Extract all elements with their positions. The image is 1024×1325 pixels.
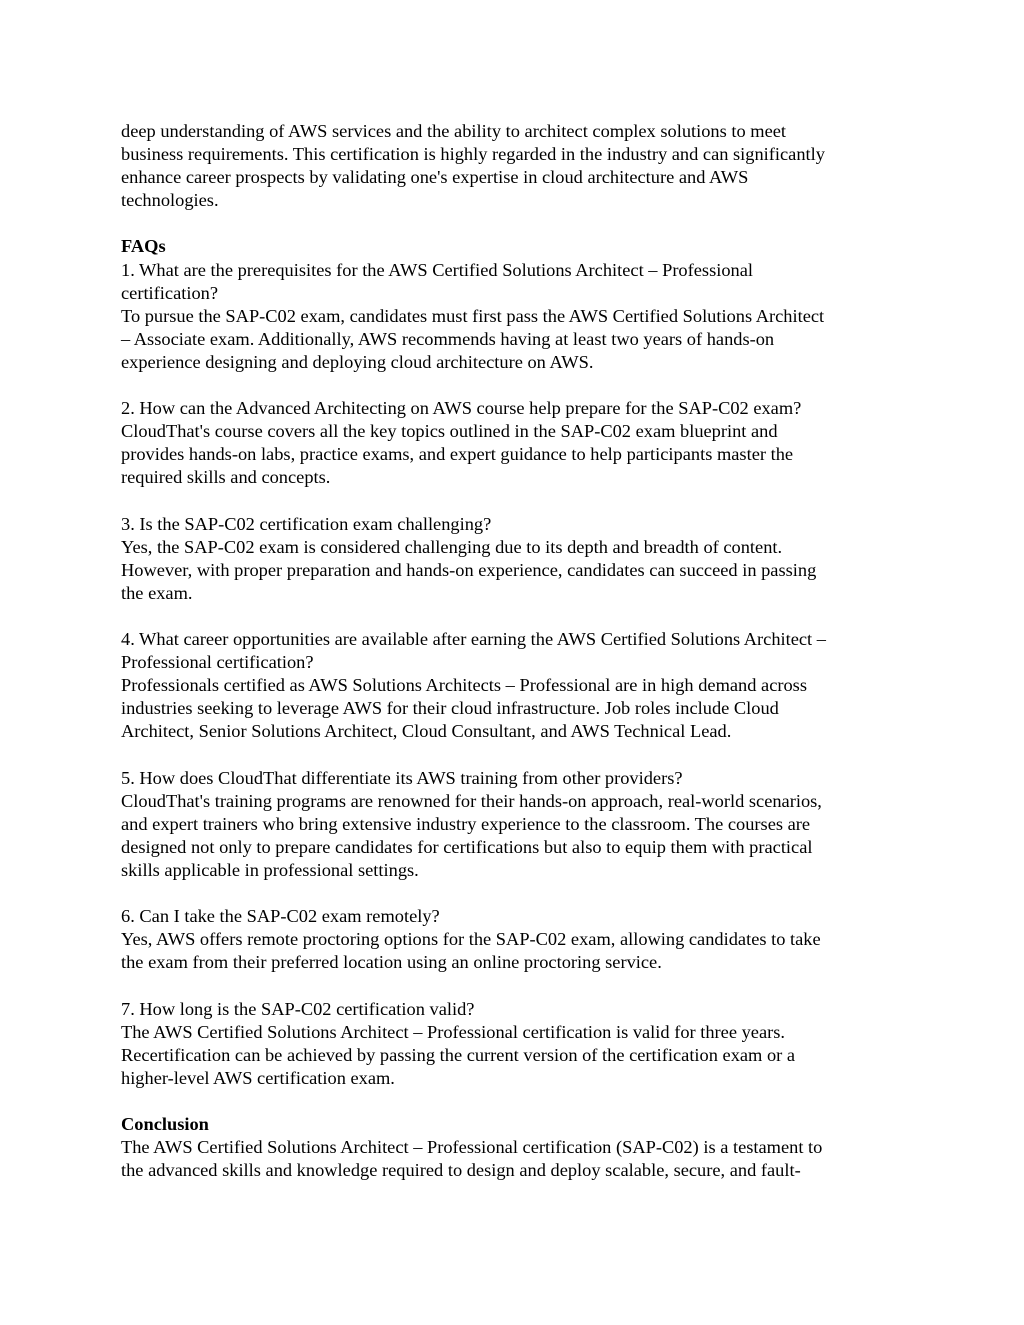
faq-answer: – Associate exam. Additionally, AWS recommends having at least two years of hands-on	[121, 328, 775, 349]
faq-question: 4. What career opportunities are available after earning the AWS Certified Solutions Architect –	[121, 629, 826, 650]
faq-question: 2. How can the Advanced Architecting on AWS course help prepare for the SAP-C02 exam?	[121, 398, 802, 419]
conclusion-line: The AWS Certified Solutions Architect – Professional certification (SAP-C02) is a testament to	[121, 1137, 823, 1158]
faq-answer: However, with proper preparation and hands-on experience, candidates can succeed in passing	[121, 559, 817, 580]
intro-line: deep understanding of AWS services and the ability to architect complex solutions to meet	[121, 121, 787, 141]
faq-answer: Architect, Senior Solutions Architect, Cloud Consultant, and AWS Technical Lead.	[121, 721, 732, 742]
faq-answer: and expert trainers who bring extensive industry experience to the classroom. The courses are	[121, 813, 811, 834]
faq-answer: the exam from their preferred location using an online proctoring service.	[121, 952, 662, 973]
paragraph-gap	[121, 1090, 911, 1113]
faq-question: certification?	[121, 282, 218, 303]
faq-answer: experience designing and deploying cloud architecture on AWS.	[121, 351, 594, 372]
faq-question: 6. Can I take the SAP-C02 exam remotely?	[121, 906, 440, 927]
faqs-heading: FAQs	[121, 236, 166, 257]
faq-answer: industries seeking to leverage AWS for their cloud infrastructure. Job roles include Cloud	[121, 698, 779, 719]
conclusion-section	[121, 1113, 911, 1182]
faq-answer: The AWS Certified Solutions Architect – Professional certification is valid for three years.	[121, 1021, 785, 1042]
faq-answer: Recertification can be achieved by passing the current version of the certification exam or a	[121, 1044, 796, 1065]
faq-answer: CloudThat's course covers all the key topics outlined in the SAP-C02 exam blueprint and	[121, 421, 778, 442]
paragraph-gap	[121, 882, 911, 905]
faq-answer: higher-level AWS certification exam.	[121, 1067, 395, 1088]
faq-item	[121, 998, 911, 1090]
faq-item	[121, 767, 911, 882]
faq-item	[121, 397, 911, 489]
faq-question: 7. How long is the SAP-C02 certification valid?	[121, 998, 475, 1019]
faq-item	[121, 259, 911, 374]
faq-answer: provides hands-on labs, practice exams, and expert guidance to help participants master the	[121, 444, 794, 465]
intro-line: technologies.	[121, 190, 219, 211]
paragraph-gap	[121, 605, 911, 628]
faq-answer: Yes, AWS offers remote proctoring options for the SAP-C02 exam, allowing candidates to take	[121, 929, 821, 950]
faq-answer: skills applicable in professional settings.	[121, 860, 419, 880]
paragraph-gap	[121, 212, 911, 235]
faq-item	[121, 513, 911, 605]
paragraph-gap	[121, 490, 911, 513]
faq-answer: designed not only to prepare candidates for certifications but also to equip them with practical	[121, 836, 813, 857]
conclusion-line: the advanced skills and knowledge required to design and deploy scalable, secure, and fault-	[121, 1160, 801, 1181]
document-page	[121, 120, 911, 1182]
paragraph-gap	[121, 974, 911, 997]
intro-paragraph	[121, 120, 911, 212]
faq-question: 3. Is the SAP-C02 certification exam challenging?	[121, 513, 492, 534]
faq-answer: Professionals certified as AWS Solutions Architects – Professional are in high demand across	[121, 675, 808, 696]
paragraph-gap	[121, 374, 911, 397]
faq-answer: the exam.	[121, 582, 193, 603]
conclusion-heading: Conclusion	[121, 1114, 209, 1135]
paragraph-gap	[121, 744, 911, 767]
faqs-section	[121, 235, 911, 1089]
intro-line: business requirements. This certification is highly regarded in the industry and can significantly	[121, 144, 825, 165]
faq-question: Professional certification?	[121, 652, 314, 673]
faq-answer: required skills and concepts.	[121, 467, 331, 488]
faq-question: 5. How does CloudThat differentiate its AWS training from other providers?	[121, 767, 683, 788]
faq-answer: Yes, the SAP-C02 exam is considered challenging due to its depth and breadth of content.	[121, 536, 783, 557]
intro-line: enhance career prospects by validating one's expertise in cloud architecture and AWS	[121, 167, 749, 188]
faq-answer: CloudThat's training programs are renowned for their hands-on approach, real-world scenarios,	[121, 790, 822, 811]
faq-item	[121, 905, 911, 974]
faq-item	[121, 628, 911, 743]
faq-answer: To pursue the SAP-C02 exam, candidates must first pass the AWS Certified Solutions Architect	[121, 305, 825, 326]
faq-question: 1. What are the prerequisites for the AWS Certified Solutions Architect – Professional	[121, 259, 754, 280]
